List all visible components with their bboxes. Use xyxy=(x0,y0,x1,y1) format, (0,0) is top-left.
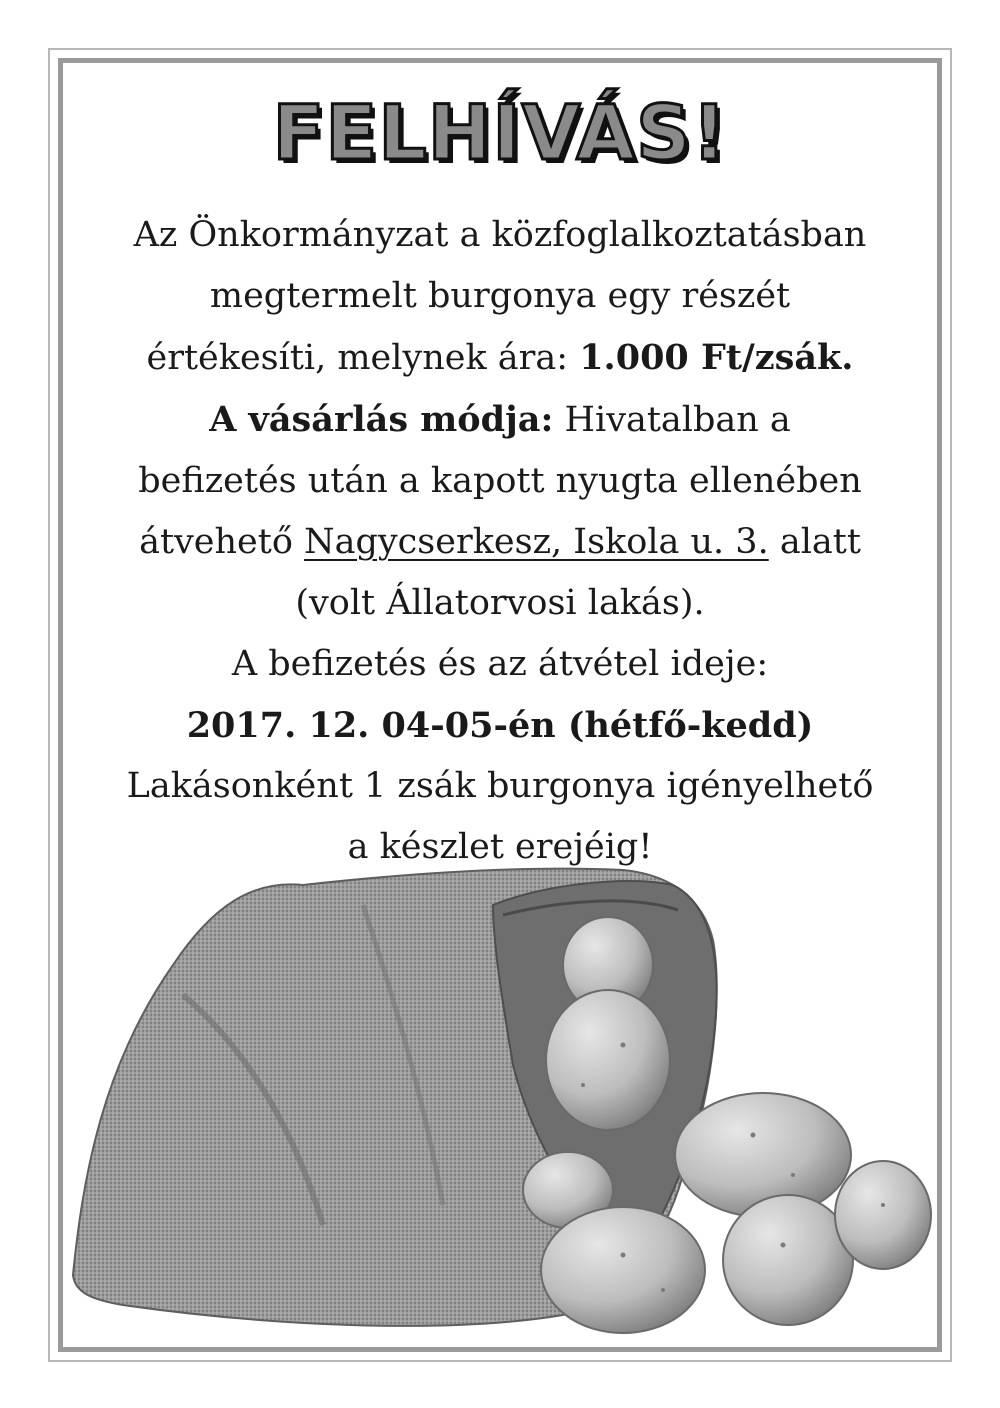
text-line-6 xyxy=(70,512,930,573)
potato-sack-icon xyxy=(63,845,937,1345)
text-line-7: (volt Állatorvosi lakás). xyxy=(295,583,705,623)
text-line-2: megtermelt burgonya egy részét xyxy=(209,276,791,316)
purchase-method-label: A vásárlás módja: xyxy=(209,399,554,440)
pickup-suffix: alatt xyxy=(768,522,861,562)
pickup-intro: átvehető xyxy=(139,522,305,562)
pickup-address: Nagycserkesz, Iskola u. 3. xyxy=(304,522,769,562)
text-line-5: befizetés után a kapott nyugta ellenében xyxy=(138,461,862,501)
price-intro: értékesíti, melynek ára: xyxy=(146,338,580,378)
purchase-method-text: Hivatalban a xyxy=(553,400,791,440)
text-line-10: Lakásonként 1 zsák burgonya igényelhető xyxy=(126,766,874,806)
text-line-3 xyxy=(70,327,930,389)
potatoes xyxy=(523,917,931,1333)
text-line-11: a készlet erejéig! xyxy=(347,827,653,867)
page-title: FELHÍVÁS! xyxy=(272,88,728,177)
text-line-4 xyxy=(70,389,930,451)
price: 1.000 Ft/zsák. xyxy=(579,337,854,378)
event-date: 2017. 12. 04-05-én (hétfő-kedd) xyxy=(186,705,814,746)
text-line-1: Az Önkormányzat a közfoglalkoztatásban xyxy=(133,215,867,255)
text-line-8: A befizetés és az átvétel ideje: xyxy=(231,644,769,684)
announcement-text xyxy=(70,205,930,878)
